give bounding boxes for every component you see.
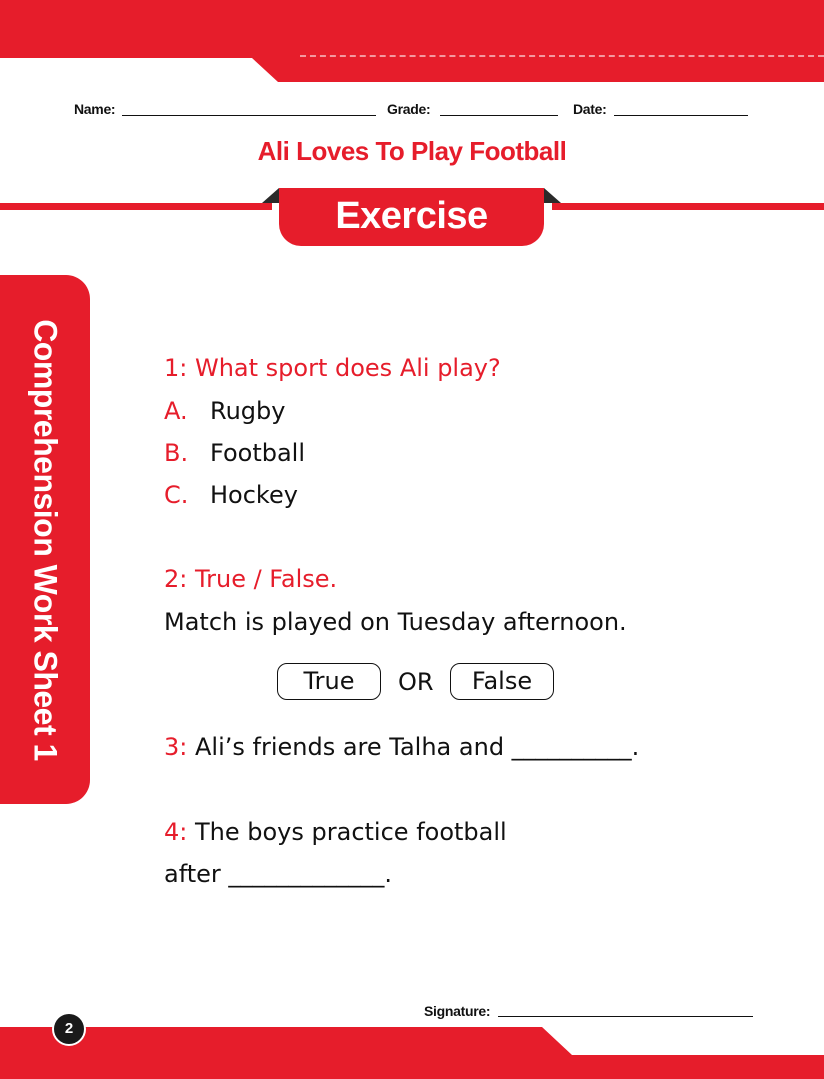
option-text: Rugby [210,397,286,425]
question-1-option-c[interactable] [164,481,298,509]
name-field[interactable] [122,115,376,116]
signature-field[interactable] [498,1016,753,1017]
question-1-option-a[interactable] [164,397,285,425]
question-4-number: 4: [164,818,188,846]
divider-bar-left [0,203,272,210]
signature-label: Signature: [424,1003,491,1019]
or-label: OR [398,668,434,696]
true-choice-button[interactable]: True [277,663,381,700]
side-tab-label: Comprehension Work Sheet 1 [27,319,64,761]
option-letter: B. [164,439,189,467]
question-4-text-line2: after _____________. [164,860,393,888]
worksheet-title: Ali Loves To Play Football [257,136,567,166]
false-choice-button[interactable]: False [450,663,554,700]
page-number-badge: 2 [52,1012,86,1046]
question-3 [164,733,639,761]
question-2-statement: Match is played on Tuesday afternoon. [164,608,627,636]
grade-field[interactable] [440,115,558,116]
question-2-prompt: 2: True / False. [164,565,338,593]
date-label: Date: [573,101,607,117]
question-3-text: Ali’s friends are Talha and __________. [195,733,640,761]
question-4-text-line1: The boys practice football [195,818,507,846]
date-field[interactable] [614,115,748,116]
exercise-tab: Exercise [279,188,544,246]
question-1-prompt: 1: What sport does Ali play? [164,354,501,382]
option-text: Football [210,439,306,467]
name-label: Name: [74,101,116,117]
header-notch [0,58,824,82]
header-band [0,0,824,58]
grade-label: Grade: [387,101,431,117]
divider-bar-right [552,203,824,210]
option-letter: A. [164,397,188,425]
question-4 [164,818,507,846]
question-3-number: 3: [164,733,188,761]
question-1-option-b[interactable] [164,439,305,467]
option-letter: C. [164,481,189,509]
footer-band [0,1023,824,1079]
option-text: Hockey [210,481,298,509]
header-dashed-line [300,55,824,57]
